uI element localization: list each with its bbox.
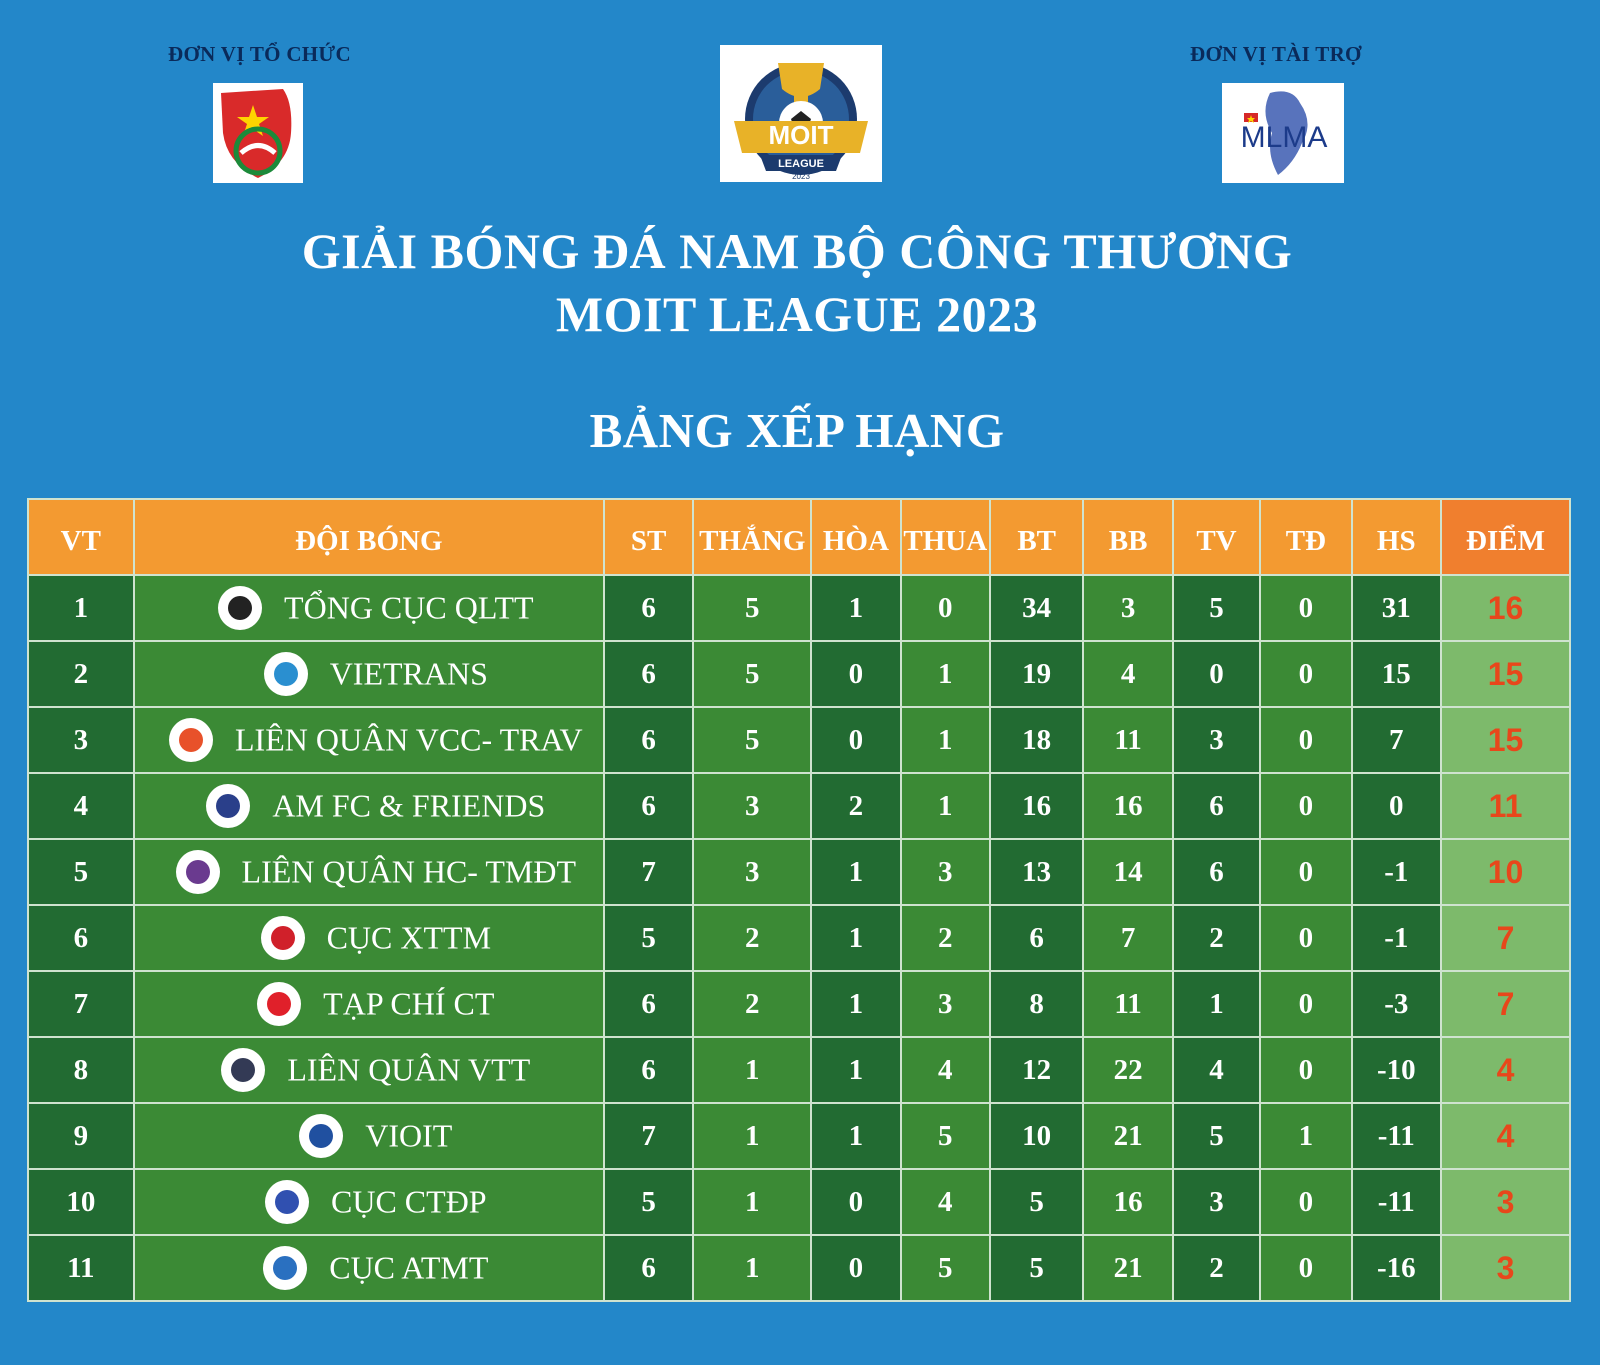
cell-goals-against: 11: [1083, 707, 1172, 773]
cell-rank: 6: [28, 905, 134, 971]
team-logo-icon: [221, 1048, 265, 1092]
team-name: VIOIT: [365, 1117, 453, 1154]
table-row: [28, 1235, 1570, 1301]
cell-draws: 0: [811, 1235, 900, 1301]
team-name: LIÊN QUÂN VTT: [287, 1051, 531, 1088]
cell-points: 3: [1441, 1169, 1570, 1235]
cell-points: 10: [1441, 839, 1570, 905]
cell-losses: 4: [901, 1169, 990, 1235]
cell-wins: 2: [693, 905, 811, 971]
cell-draws: 1: [811, 839, 900, 905]
cell-goals-for: 8: [990, 971, 1083, 1037]
cell-goal-difference: -16: [1352, 1235, 1441, 1301]
cell-red-cards: 0: [1260, 1169, 1351, 1235]
cell-played: 6: [604, 707, 693, 773]
team-logo-icon: [218, 586, 262, 630]
cell-red-cards: 1: [1260, 1103, 1351, 1169]
cell-points: 15: [1441, 707, 1570, 773]
col-header-loss: THUA: [901, 499, 990, 575]
league-logo-text: LEAGUE: [778, 158, 824, 170]
cell-losses: 1: [901, 707, 990, 773]
team-logo-icon: [169, 718, 213, 762]
cell-yellow-cards: 2: [1173, 905, 1260, 971]
mlma-logo: [1222, 83, 1344, 183]
cell-played: 6: [604, 1235, 693, 1301]
table-row: [28, 971, 1570, 1037]
cell-goal-difference: -11: [1352, 1169, 1441, 1235]
team-logo-icon: [264, 652, 308, 696]
cell-team-name: [134, 905, 604, 971]
cell-red-cards: 0: [1260, 575, 1351, 641]
cell-points: 7: [1441, 971, 1570, 1037]
team-logo-icon: [261, 916, 305, 960]
standings-title: BẢNG XẾP HẠNG: [589, 403, 1005, 458]
cell-rank: 4: [28, 773, 134, 839]
cell-goals-for: 12: [990, 1037, 1083, 1103]
cell-rank: 7: [28, 971, 134, 1037]
cell-goals-against: 22: [1083, 1037, 1172, 1103]
cell-played: 7: [604, 839, 693, 905]
cell-rank: 8: [28, 1037, 134, 1103]
cell-goal-difference: -3: [1352, 971, 1441, 1037]
cell-losses: 3: [901, 839, 990, 905]
cell-draws: 0: [811, 1169, 900, 1235]
cell-wins: 1: [693, 1169, 811, 1235]
col-header-vt: VT: [28, 499, 134, 575]
cell-goals-for: 5: [990, 1235, 1083, 1301]
cell-goals-for: 18: [990, 707, 1083, 773]
cell-losses: 5: [901, 1235, 990, 1301]
cell-red-cards: 0: [1260, 641, 1351, 707]
cell-goal-difference: -11: [1352, 1103, 1441, 1169]
cell-goal-difference: 15: [1352, 641, 1441, 707]
team-logo-icon: [206, 784, 250, 828]
organizer-label: ĐƠN VỊ TỔ CHỨC: [168, 42, 351, 66]
table-row: [28, 773, 1570, 839]
team-name: CỤC XTTM: [326, 919, 492, 956]
cell-points: 7: [1441, 905, 1570, 971]
cell-rank: 1: [28, 575, 134, 641]
cell-goals-against: 16: [1083, 1169, 1172, 1235]
team-logo-icon: [265, 1180, 309, 1224]
cell-losses: 1: [901, 641, 990, 707]
cell-goals-against: 16: [1083, 773, 1172, 839]
table-row: [28, 641, 1570, 707]
moit-logo-text: MOIT: [768, 120, 834, 150]
cell-wins: 2: [693, 971, 811, 1037]
cell-wins: 5: [693, 575, 811, 641]
team-logo-icon: [299, 1114, 343, 1158]
cell-draws: 1: [811, 1103, 900, 1169]
table-row: [28, 839, 1570, 905]
cell-goal-difference: -1: [1352, 905, 1441, 971]
team-name: VIETRANS: [329, 655, 488, 692]
cell-rank: 9: [28, 1103, 134, 1169]
cell-yellow-cards: 4: [1173, 1037, 1260, 1103]
table-row: [28, 1103, 1570, 1169]
cell-draws: 1: [811, 905, 900, 971]
cell-team-name: [134, 839, 604, 905]
cell-yellow-cards: 2: [1173, 1235, 1260, 1301]
cell-goals-for: 6: [990, 905, 1083, 971]
cell-goal-difference: 0: [1352, 773, 1441, 839]
cell-points: 11: [1441, 773, 1570, 839]
cell-losses: 3: [901, 971, 990, 1037]
cell-yellow-cards: 3: [1173, 707, 1260, 773]
cell-losses: 2: [901, 905, 990, 971]
team-logo-icon: [257, 982, 301, 1026]
standings-table: [27, 498, 1571, 1302]
cell-played: 7: [604, 1103, 693, 1169]
cell-goals-against: 4: [1083, 641, 1172, 707]
cell-goals-for: 10: [990, 1103, 1083, 1169]
cell-team-name: [134, 773, 604, 839]
cell-draws: 1: [811, 1037, 900, 1103]
cell-goal-difference: 7: [1352, 707, 1441, 773]
col-header-points: ĐIỂM: [1441, 499, 1570, 575]
cell-goals-against: 7: [1083, 905, 1172, 971]
table-row: [28, 1037, 1570, 1103]
col-header-td: TĐ: [1260, 499, 1351, 575]
year-logo-text: 2023: [792, 172, 810, 181]
cell-wins: 1: [693, 1235, 811, 1301]
cell-losses: 4: [901, 1037, 990, 1103]
col-header-st: ST: [604, 499, 693, 575]
cell-played: 6: [604, 773, 693, 839]
cell-yellow-cards: 5: [1173, 1103, 1260, 1169]
col-header-bb: BB: [1083, 499, 1172, 575]
col-header-tv: TV: [1173, 499, 1260, 575]
cell-yellow-cards: 6: [1173, 773, 1260, 839]
col-header-win: THẮNG: [693, 499, 811, 575]
cell-draws: 1: [811, 575, 900, 641]
cell-red-cards: 0: [1260, 1235, 1351, 1301]
cell-points: 3: [1441, 1235, 1570, 1301]
team-name: AM FC & FRIENDS: [272, 787, 546, 824]
cell-points: 4: [1441, 1103, 1570, 1169]
cell-draws: 1: [811, 971, 900, 1037]
cell-played: 6: [604, 971, 693, 1037]
cell-goals-for: 19: [990, 641, 1083, 707]
cell-team-name: [134, 641, 604, 707]
cell-points: 4: [1441, 1037, 1570, 1103]
team-name: TỔNG CỤC QLTT: [284, 589, 534, 626]
title-line-2: MOIT LEAGUE 2023: [555, 286, 1039, 342]
cell-goals-against: 21: [1083, 1103, 1172, 1169]
cell-played: 5: [604, 1169, 693, 1235]
cell-played: 5: [604, 905, 693, 971]
cell-rank: 11: [28, 1235, 134, 1301]
table-header-row: [28, 499, 1570, 575]
table-row: [28, 905, 1570, 971]
cell-losses: 1: [901, 773, 990, 839]
cell-rank: 10: [28, 1169, 134, 1235]
cell-yellow-cards: 5: [1173, 575, 1260, 641]
cell-rank: 5: [28, 839, 134, 905]
team-name: LIÊN QUÂN VCC- TRAV: [235, 721, 583, 758]
team-logo-icon: [263, 1246, 307, 1290]
col-header-draw: HÒA: [811, 499, 900, 575]
cell-wins: 5: [693, 707, 811, 773]
team-name: CỤC ATMT: [329, 1249, 489, 1286]
cell-losses: 0: [901, 575, 990, 641]
cell-red-cards: 0: [1260, 905, 1351, 971]
cell-team-name: [134, 1037, 604, 1103]
cell-yellow-cards: 1: [1173, 971, 1260, 1037]
cell-team-name: [134, 1103, 604, 1169]
col-header-hs: HS: [1352, 499, 1441, 575]
cell-wins: 1: [693, 1103, 811, 1169]
cell-wins: 1: [693, 1037, 811, 1103]
cell-played: 6: [604, 641, 693, 707]
cell-yellow-cards: 3: [1173, 1169, 1260, 1235]
cell-goals-for: 16: [990, 773, 1083, 839]
cell-goal-difference: -10: [1352, 1037, 1441, 1103]
cell-draws: 0: [811, 707, 900, 773]
cell-played: 6: [604, 575, 693, 641]
table-row: [28, 575, 1570, 641]
col-header-team: ĐỘI BÓNG: [134, 499, 604, 575]
cell-red-cards: 0: [1260, 839, 1351, 905]
cell-team-name: [134, 575, 604, 641]
cell-red-cards: 0: [1260, 971, 1351, 1037]
cell-yellow-cards: 6: [1173, 839, 1260, 905]
cell-draws: 2: [811, 773, 900, 839]
table-row: [28, 1169, 1570, 1235]
team-logo-icon: [176, 850, 220, 894]
team-name: LIÊN QUÂN HC- TMĐT: [241, 853, 577, 890]
organizer-logo: [213, 83, 303, 183]
table-row: [28, 707, 1570, 773]
cell-team-name: [134, 971, 604, 1037]
cell-goals-for: 13: [990, 839, 1083, 905]
cell-points: 15: [1441, 641, 1570, 707]
cell-wins: 5: [693, 641, 811, 707]
cell-team-name: [134, 707, 604, 773]
cell-draws: 0: [811, 641, 900, 707]
moit-league-logo: [720, 45, 882, 182]
team-name: TẠP CHÍ CT: [323, 985, 495, 1022]
team-name: CỤC CTĐP: [331, 1183, 487, 1220]
cell-rank: 2: [28, 641, 134, 707]
cell-wins: 3: [693, 839, 811, 905]
cell-yellow-cards: 0: [1173, 641, 1260, 707]
sponsor-label: ĐƠN VỊ TÀI TRỢ: [1190, 42, 1362, 66]
cell-goals-for: 5: [990, 1169, 1083, 1235]
cell-goals-for: 34: [990, 575, 1083, 641]
cell-red-cards: 0: [1260, 707, 1351, 773]
title-line-1: GIẢI BÓNG ĐÁ NAM BỘ CÔNG THƯƠNG: [301, 223, 1293, 279]
cell-rank: 3: [28, 707, 134, 773]
cell-wins: 3: [693, 773, 811, 839]
cell-goal-difference: 31: [1352, 575, 1441, 641]
cell-goals-against: 3: [1083, 575, 1172, 641]
cell-red-cards: 0: [1260, 773, 1351, 839]
cell-team-name: [134, 1169, 604, 1235]
col-header-bt: BT: [990, 499, 1083, 575]
cell-points: 16: [1441, 575, 1570, 641]
cell-goals-against: 14: [1083, 839, 1172, 905]
cell-played: 6: [604, 1037, 693, 1103]
mlma-text: MLMA: [1240, 121, 1328, 154]
cell-goal-difference: -1: [1352, 839, 1441, 905]
cell-goals-against: 11: [1083, 971, 1172, 1037]
cell-team-name: [134, 1235, 604, 1301]
cell-losses: 5: [901, 1103, 990, 1169]
cell-red-cards: 0: [1260, 1037, 1351, 1103]
cell-goals-against: 21: [1083, 1235, 1172, 1301]
